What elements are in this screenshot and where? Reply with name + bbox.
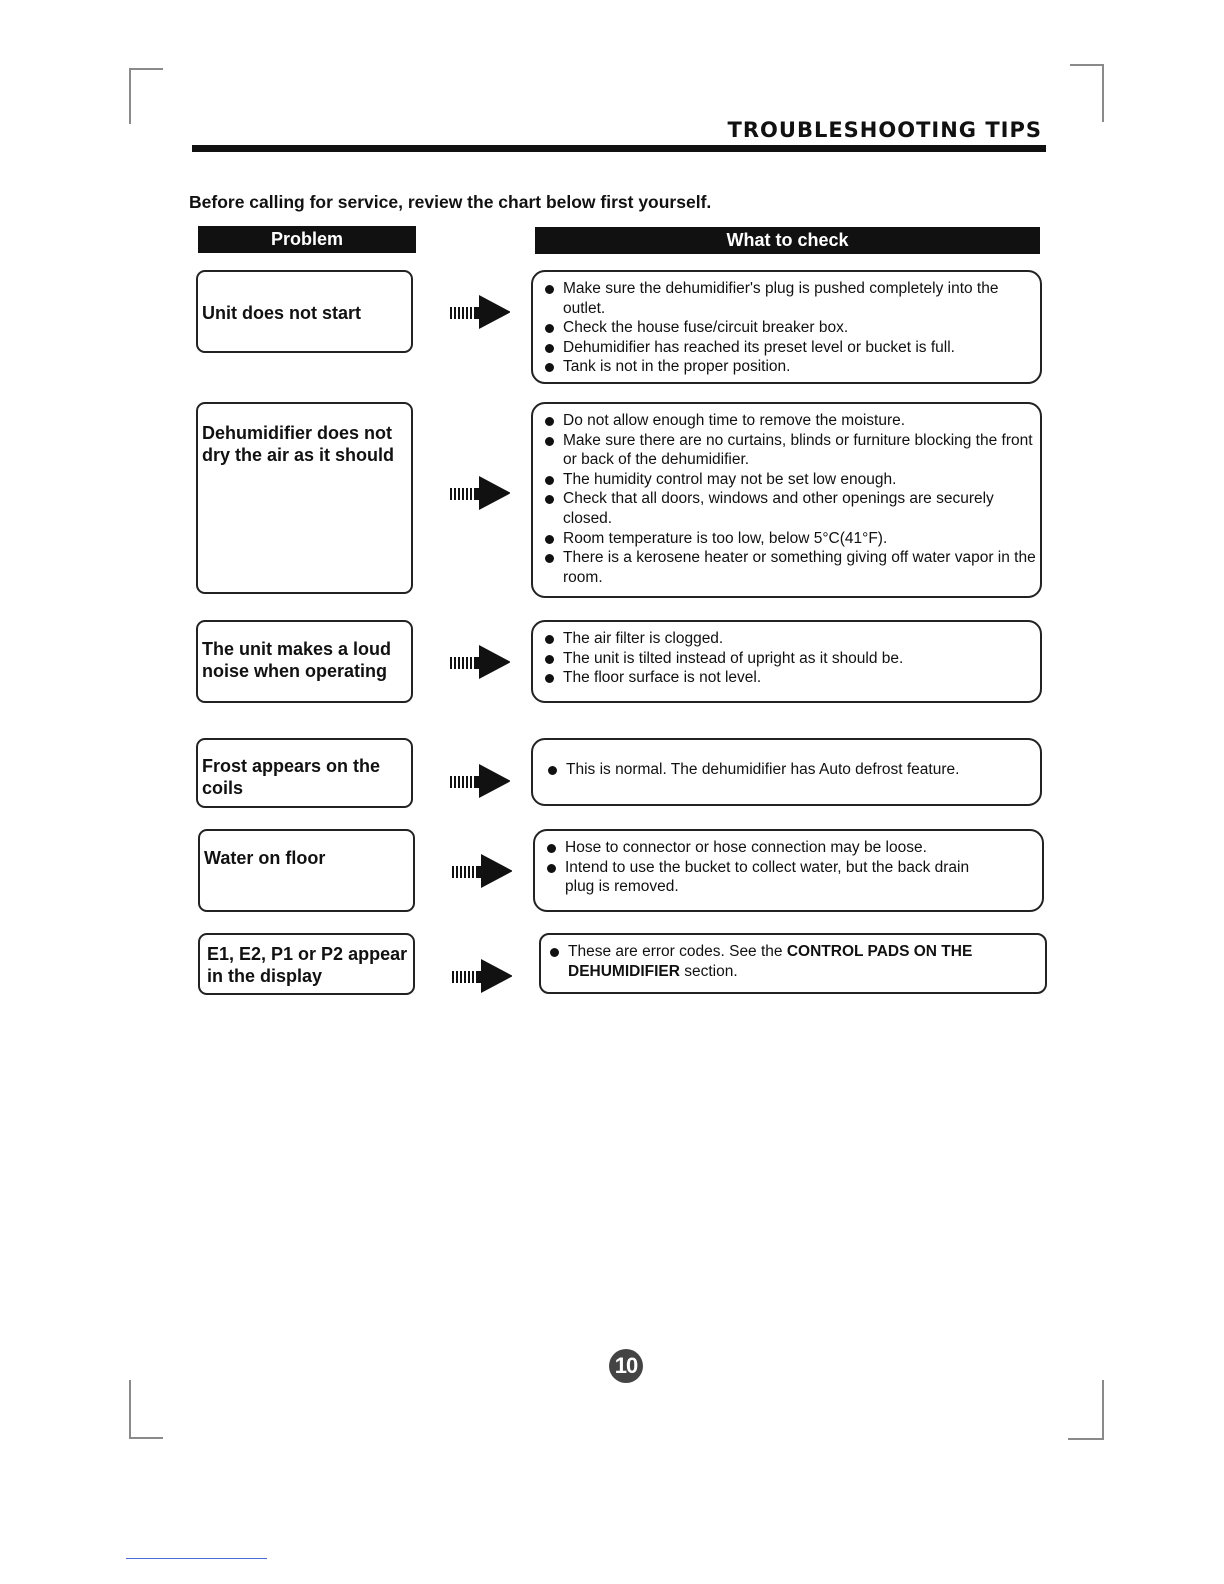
check-text: Make sure the dehumidifier's plug is pushed completely into the outlet. xyxy=(563,280,999,317)
check-text: There is a kerosene heater or something giving off water vapor in the room. xyxy=(563,549,1036,586)
title-rule xyxy=(192,145,1046,152)
problem-box xyxy=(196,402,413,594)
list-item xyxy=(533,668,1040,688)
crop-mark-top-right-h xyxy=(1070,64,1104,66)
check-text: The unit is tilted instead of upright as it should be. xyxy=(563,649,904,667)
problem-text: Water on floor xyxy=(204,848,326,868)
header-what-to-check: What to check xyxy=(535,227,1040,254)
check-text: Dehumidifier has reached its preset level or bucket is full. xyxy=(563,338,955,356)
problem-text: The unit makes a loud noise when operating xyxy=(202,639,392,681)
problem-box xyxy=(196,620,413,703)
problem-box xyxy=(198,933,415,995)
page-number-badge: 10 xyxy=(609,1349,643,1383)
list-item xyxy=(541,942,1045,981)
bullet-icon xyxy=(545,635,554,644)
bullet-icon xyxy=(545,655,554,664)
arrow-icon xyxy=(450,474,510,512)
check-text: The floor surface is not level. xyxy=(563,669,762,687)
crop-mark-bottom-right-h xyxy=(1068,1438,1104,1440)
bullet-icon xyxy=(547,844,556,853)
list-item xyxy=(533,318,1040,338)
check-box xyxy=(531,270,1042,384)
check-text: This is normal. The dehumidifier has Auto defrost feature. xyxy=(566,761,960,778)
list-item xyxy=(533,357,1040,377)
check-list xyxy=(533,411,1040,587)
crop-mark-top-left-h xyxy=(129,68,163,70)
bullet-icon xyxy=(545,285,554,294)
check-text: The humidity control may not be set low enough. xyxy=(563,470,897,488)
list-item xyxy=(535,838,1042,858)
bullet-icon xyxy=(545,535,554,544)
crop-mark-top-left-v xyxy=(129,68,131,124)
check-text: Check that all doors, windows and other openings are securely closed. xyxy=(563,490,994,527)
bullet-icon xyxy=(545,344,554,353)
bullet-icon xyxy=(545,437,554,446)
problem-text: Dehumidifier does not dry the air as it should xyxy=(202,423,395,465)
check-text: section. xyxy=(679,962,738,980)
check-text: Do not allow enough time to remove the moisture. xyxy=(563,412,906,429)
bullet-icon xyxy=(545,363,554,372)
page-title: TROUBLESHOOTING TIPS xyxy=(727,118,1042,142)
bullet-icon xyxy=(545,417,554,426)
check-text: Room temperature is too low, below 5°C(41°F). xyxy=(563,529,888,547)
check-text: Intend to use the bucket to collect water, but the back drain plug is removed. xyxy=(565,858,970,896)
list-item xyxy=(533,529,1040,549)
problem-box xyxy=(196,738,413,808)
arrow-icon xyxy=(452,957,512,995)
check-text: Check the house fuse/circuit breaker box. xyxy=(563,319,849,337)
problem-box xyxy=(196,270,413,353)
bullet-icon xyxy=(550,948,559,957)
check-box xyxy=(533,829,1044,912)
bullet-icon xyxy=(545,495,554,504)
list-item xyxy=(533,431,1040,470)
crop-mark-bottom-right-v xyxy=(1102,1380,1104,1440)
section-reference: CONTROL PADS ON THE DEHUMIDIFIER xyxy=(568,943,973,980)
check-text: Make sure there are no curtains, blinds or furniture blocking the front or back of the dehumidifier. xyxy=(563,431,1033,469)
bullet-icon xyxy=(545,674,554,683)
problem-text: Unit does not start xyxy=(202,303,362,323)
list-item xyxy=(533,629,1040,649)
list-item xyxy=(533,760,1040,780)
check-box xyxy=(531,620,1042,703)
check-list xyxy=(533,279,1040,377)
bullet-icon xyxy=(545,476,554,485)
arrow-icon xyxy=(450,293,510,331)
problem-text: Frost appears on the coils xyxy=(202,756,381,798)
bullet-icon xyxy=(545,554,554,563)
crop-mark-bottom-left-v xyxy=(129,1380,131,1438)
list-item xyxy=(533,411,1040,431)
bottom-link-line xyxy=(126,1558,267,1559)
problem-text: E1, E2, P1 or P2 appear in the display xyxy=(207,944,408,986)
list-item xyxy=(535,858,1042,897)
list-item xyxy=(533,489,1040,528)
check-box xyxy=(531,738,1042,806)
crop-mark-bottom-left-h xyxy=(129,1437,163,1439)
check-text: Hose to connector or hose connection may be loose. xyxy=(565,839,927,856)
check-list xyxy=(533,760,1040,780)
bullet-icon xyxy=(548,766,557,775)
check-text: Tank is not in the proper position. xyxy=(563,358,791,376)
list-item xyxy=(533,649,1040,669)
list-item xyxy=(533,279,1040,318)
list-item xyxy=(533,548,1040,587)
bullet-icon xyxy=(545,324,554,333)
bullet-icon xyxy=(547,864,556,873)
check-box xyxy=(531,402,1042,598)
arrow-icon xyxy=(452,852,512,890)
arrow-icon xyxy=(450,643,510,681)
crop-mark-top-right-v xyxy=(1102,64,1104,122)
check-list xyxy=(541,942,1045,981)
check-list xyxy=(535,838,1042,897)
list-item xyxy=(533,338,1040,358)
list-item xyxy=(533,470,1040,490)
problem-box xyxy=(198,829,415,912)
intro-text: Before calling for service, review the chart below first yourself. xyxy=(189,192,712,212)
check-text: The air filter is clogged. xyxy=(563,630,724,647)
header-problem: Problem xyxy=(198,226,416,253)
check-box xyxy=(539,933,1047,994)
check-text: These are error codes. See the xyxy=(568,943,787,960)
arrow-icon xyxy=(450,762,510,800)
check-list xyxy=(533,629,1040,688)
